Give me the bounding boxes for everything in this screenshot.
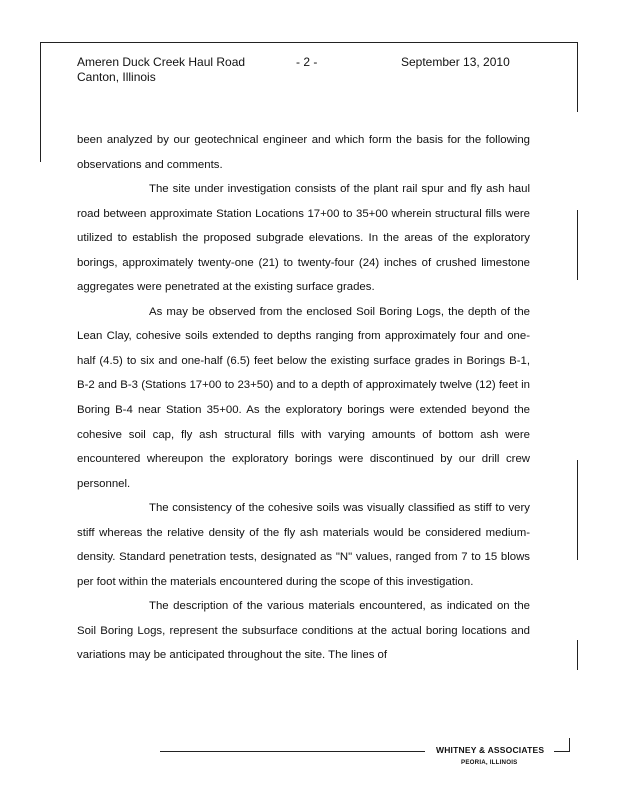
footer-firm-city: PEORIA, ILLINOIS <box>461 759 518 766</box>
footer-firm-name: WHITNEY & ASSOCIATES <box>436 745 545 755</box>
right-margin-mark <box>577 640 578 670</box>
bottom-right-corner <box>569 738 570 752</box>
paragraph-consistency: The consistency of the cohesive soils was visually classified as stiff to very stiff whereas the relative density of the fly ash materials would be considered medium-density. Standard penetration tests, designated as "N" values, ranged from 7 to 15 blows per foot within the materials encountered during the scope of this investigation. <box>77 502 530 588</box>
header-project-block <box>77 55 245 85</box>
paragraph-site: The site under investigation consists of the plant rail spur and fly ash haul road between approximate Station Locations 17+00 to 35+00 wherein structural fills were utilized to establish the proposed subgrade elevations. In the areas of the exploratory borings, approximately twenty-one (21) to twenty-four (24) inches of crushed limestone aggregates were penetrated at the existing surface grades. <box>77 183 530 294</box>
bottom-border-line <box>554 751 570 752</box>
right-border-line <box>577 42 578 112</box>
right-margin-mark <box>577 460 578 560</box>
right-margin-mark <box>577 210 578 280</box>
letter-body <box>77 128 530 668</box>
bottom-border-line <box>160 751 425 752</box>
header-page-number: - 2 - <box>296 55 318 69</box>
left-border-line <box>40 42 41 162</box>
header-date: September 13, 2010 <box>401 55 510 69</box>
header-project: Ameren Duck Creek Haul Road <box>77 55 246 69</box>
paragraph-borings: As may be observed from the enclosed Soil Boring Logs, the depth of the Lean Clay, cohesive soils extended to depths ranging from approximately four and one-half (4.5) to six and one-half (6.5) feet below the existing surface grades in Borings B-1, B-2 and B-3 (Stations 17+00 to 23+50) and to a depth of approximately twelve (12) feet in Boring B-4 near Station 35+00. As the exploratory borings were extended beyond the cohesive soil cap, fly ash structural fills with varying amounts of bottom ash were encountered whereupon the exploratory borings were discontinued by our drill crew personnel. <box>77 305 530 490</box>
paragraph-description: The description of the various materials encountered, as indicated on the Soil Boring Logs, represent the subsurface conditions at the actual boring locations and variations may be anticipated throughout the site. The lines of <box>77 600 530 662</box>
paragraph-continuation: been analyzed by our geotechnical engineer and which form the basis for the following observations and comments. <box>77 134 530 171</box>
header-location: Canton, Illinois <box>77 70 156 84</box>
top-border-line <box>40 42 578 43</box>
